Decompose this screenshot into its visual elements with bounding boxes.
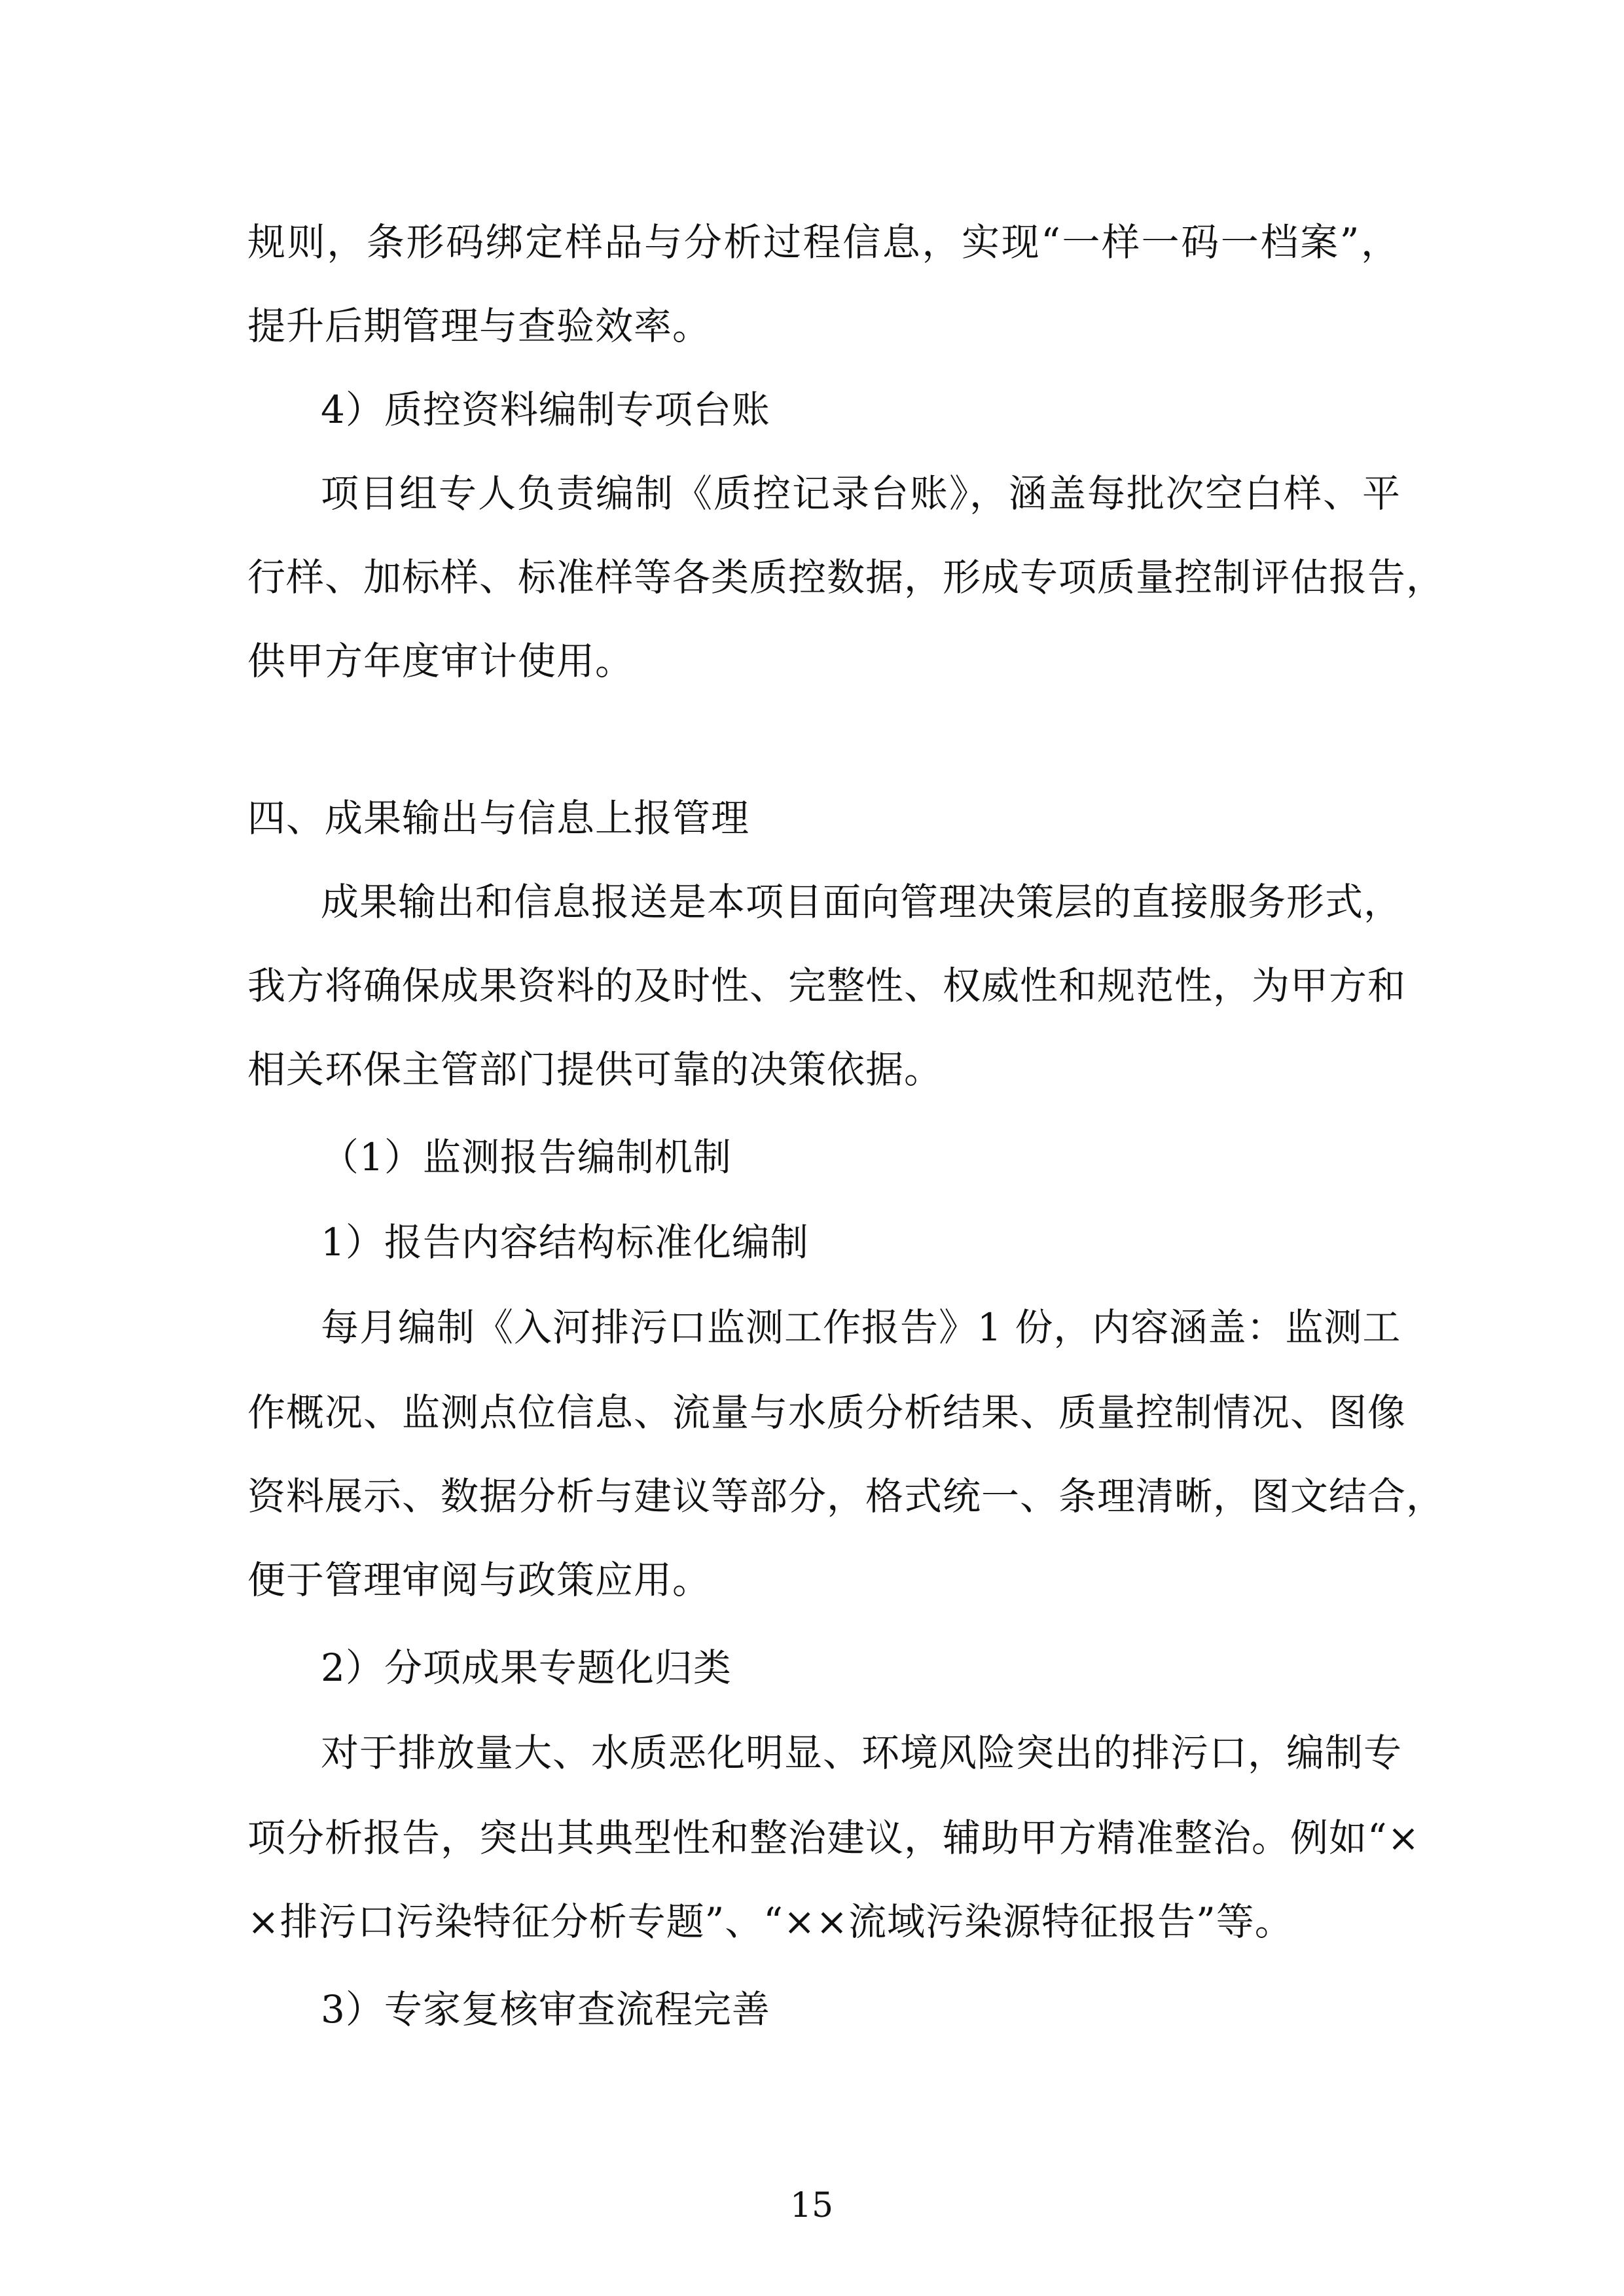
text-line: 资料展示、数据分析与建议等部分，格式统一、条理清晰，图文结合，	[247, 1474, 1445, 1518]
list-heading: 2）分项成果专题化归类	[321, 1645, 732, 1690]
text-line: 我方将确保成果资料的及时性、完整性、权威性和规范性，为甲方和	[247, 963, 1407, 1008]
text-line: 成果输出和信息报送是本项目面向管理决策层的直接服务形式，	[321, 880, 1403, 924]
text-line: 每月编制《入河排污口监测工作报告》1 份，内容涵盖：监测工	[321, 1305, 1401, 1350]
text-line: 作概况、监测点位信息、流量与水质分析结果、质量控制情况、图像	[247, 1390, 1407, 1435]
text-line: 对于排放量大、水质恶化明显、环境风险突出的排污口，编制专	[321, 1731, 1403, 1775]
text-line: 便于管理审阅与政策应用。	[247, 1558, 712, 1602]
text-line: 项目组专人负责编制《质控记录台账》，涵盖每批次空白样、平	[321, 471, 1401, 516]
text-line: 供甲方年度审计使用。	[247, 639, 634, 683]
section-heading: 四、成果输出与信息上报管理	[247, 796, 750, 840]
text-line: 提升后期管理与查验效率。	[247, 304, 712, 348]
list-heading: 3）专家复核审查流程完善	[321, 1987, 770, 2032]
subsection-heading: （1）监测报告编制机制	[321, 1135, 732, 1179]
text-line: 行样、加标样、标准样等各类质控数据，形成专项质量控制评估报告，	[247, 555, 1445, 600]
text-line: 项分析报告，突出其典型性和整治建议，辅助甲方精准整治。例如“×	[247, 1816, 1420, 1860]
list-heading: 4）质控资料编制专项台账	[321, 387, 770, 432]
text-line: 相关环保主管部门提供可靠的决策依据。	[247, 1047, 943, 1092]
text-line: 规则，条形码绑定样品与分析过程信息，实现“一样一码一档案”，	[247, 220, 1399, 264]
text-line: ×排污口污染特征分析专题”、“××流域污染源特征报告”等。	[247, 1899, 1293, 1944]
page-number: 15	[789, 2186, 834, 2225]
list-heading: 1）报告内容结构标准化编制	[321, 1220, 809, 1265]
